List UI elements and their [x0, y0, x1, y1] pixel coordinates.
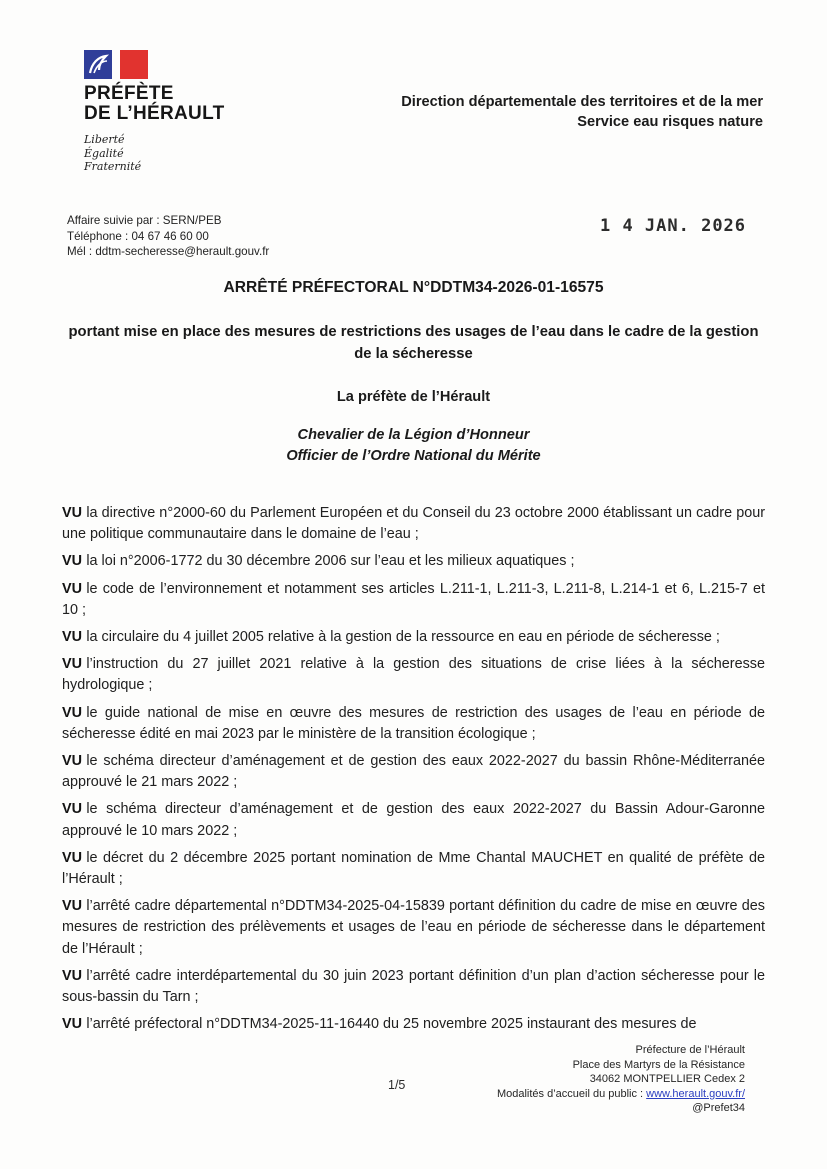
- vu-paragraph: VU la circulaire du 4 juillet 2005 relative à la gestion de la ressource en eau en période de sécheresse ;: [62, 629, 720, 646]
- honor-line1: Chevalier de la Légion d’Honneur: [297, 427, 530, 443]
- decree-number-title: ARRÊTÉ PRÉFECTORAL N°DDTM34-2026-01-16575: [223, 279, 604, 296]
- footer-address: [497, 1043, 745, 1116]
- vu-paragraph: VU la directive n°2000-60 du Parlement Européen et du Conseil du 23 octobre 2000 établissant un cadre pour une politique communautaire dans le domaine de l’eau ;: [62, 505, 765, 543]
- contact-affaire: Affaire suivie par : SERN/PEB: [67, 214, 222, 227]
- department-line2: Service eau risques nature: [577, 114, 763, 130]
- contact-telephone: Téléphone : 04 67 46 60 00: [67, 229, 209, 243]
- vu-paragraph: VU le guide national de mise en œuvre des mesures de restriction des usages de l’eau en période de sécheresse édité en mai 2023 par le ministère de la transition écologique ;: [62, 704, 765, 742]
- issuer-line: La préfète de l’Hérault: [336, 389, 491, 405]
- motto-liberte: Liberté: [84, 133, 125, 147]
- address-line3: 34062 MONTPELLIER Cedex 2: [589, 1073, 745, 1086]
- vu-paragraph: VU l’arrêté préfectoral n°DDTM34-2025-11-16440 du 25 novembre 2025 instaurant des mesures de: [62, 1016, 697, 1033]
- honors-block: [62, 425, 765, 467]
- logo-motto: [84, 133, 304, 174]
- motto-fraternite: Fraternité: [84, 160, 142, 174]
- logo-title-line1: PRÉFÈTE: [84, 83, 174, 104]
- accueil-line: [497, 1087, 745, 1102]
- page-number: 1/5: [388, 1078, 406, 1092]
- document-body: [62, 279, 765, 1041]
- accueil-link[interactable]: www.herault.gouv.fr/: [646, 1087, 745, 1100]
- vu-paragraph: VU l’arrêté cadre départemental n°DDTM34-2025-04-15839 portant définition du cadre de mise en œuvre des mesures de restriction des prélèvements et usages de l’eau en période de sécheresse dans le département de l’Hérault ;: [62, 898, 765, 957]
- vu-paragraph: VU le schéma directeur d’aménagement et de gestion des eaux 2022-2027 du Bassin Adour-Garonne approuvé le 10 mars 2022 ;: [62, 801, 765, 839]
- vu-paragraph: VU le schéma directeur d’aménagement et de gestion des eaux 2022-2027 du bassin Rhône-Méditerranée approuvé le 21 mars 2022 ;: [62, 753, 765, 791]
- vu-paragraph: VU le code de l’environnement et notamment ses articles L.211-1, L.211-3, L.211-8, L.214-1 et 6, L.215-7 et 10 ;: [62, 580, 765, 618]
- vu-clauses: [62, 503, 765, 1035]
- date-stamp: 1 4 JAN. 2026: [599, 216, 747, 236]
- contact-email: Mél : ddtm-secheresse@herault.gouv.fr: [67, 245, 270, 258]
- vu-paragraph: VU le décret du 2 décembre 2025 portant nomination de Mme Chantal MAUCHET en qualité de préfète de l’Hérault ;: [62, 849, 765, 888]
- decree-subject: portant mise en place des mesures de restrictions des usages de l’eau dans le cadre de la gestion de la sécheresse: [68, 324, 759, 362]
- contact-block: [67, 213, 269, 260]
- social-handle: @Prefet34: [692, 1102, 745, 1115]
- french-flag-icon: [84, 50, 148, 79]
- address-line2: Place des Martyrs de la Résistance: [572, 1058, 745, 1071]
- accueil-label: Modalités d’accueil du public :: [496, 1087, 647, 1100]
- prefecture-logo: [84, 50, 304, 174]
- vu-paragraph: VU l’instruction du 27 juillet 2021 relative à la gestion des situations de crise liées à la sécheresse hydrologique ;: [62, 656, 765, 694]
- motto-egalite: Égalité: [84, 146, 124, 160]
- department-line1: Direction départementale des territoires et de la mer: [401, 94, 763, 110]
- department-header: [401, 92, 763, 132]
- address-line1: Préfecture de l’Hérault: [635, 1044, 745, 1056]
- honor-line2: Officier de l’Ordre National du Mérite: [286, 448, 541, 464]
- logo-title-line2: DE L’HÉRAULT: [84, 103, 225, 125]
- vu-paragraph: VU l’arrêté cadre interdépartemental du 30 juin 2023 portant définition d’un plan d’action sécheresse pour le sous-bassin du Tarn ;: [62, 967, 765, 1006]
- vu-paragraph: VU la loi n°2006-1772 du 30 décembre 2006 sur l’eau et les milieux aquatiques ;: [62, 553, 575, 570]
